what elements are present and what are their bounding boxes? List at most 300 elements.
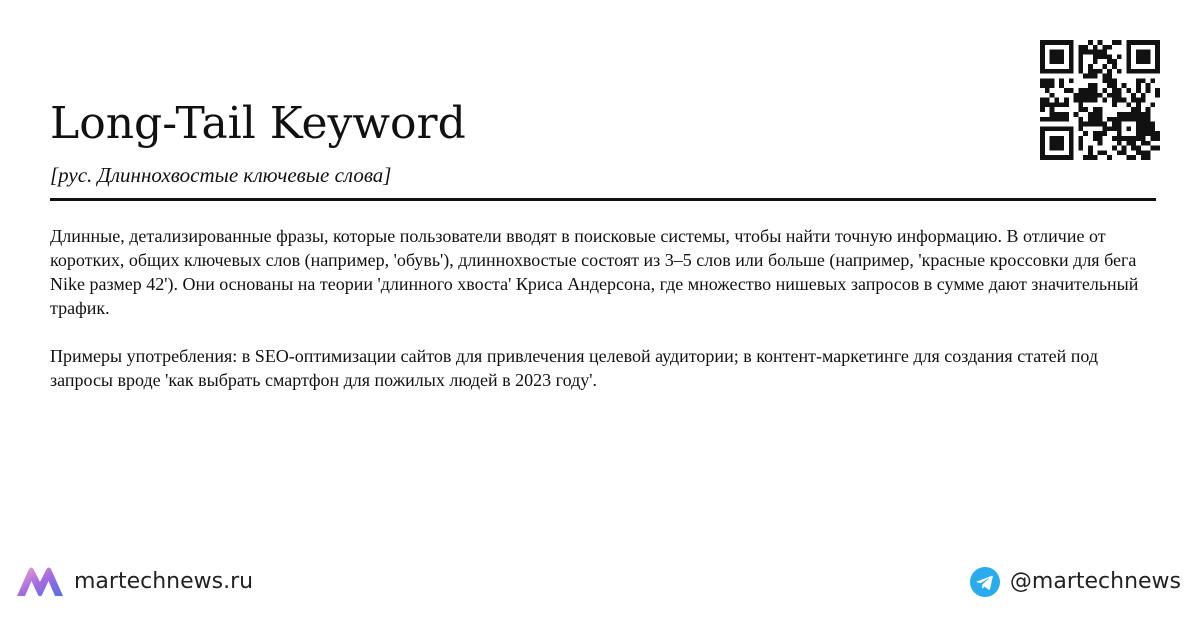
qr-module bbox=[1141, 155, 1146, 160]
qr-module bbox=[1078, 117, 1083, 122]
qr-module bbox=[1059, 112, 1064, 117]
qr-module bbox=[1074, 93, 1079, 98]
qr-module bbox=[1136, 150, 1141, 155]
qr-module bbox=[1050, 93, 1055, 98]
qr-module bbox=[1093, 112, 1098, 117]
qr-module bbox=[1093, 155, 1098, 160]
qr-module bbox=[1126, 155, 1131, 160]
qr-module bbox=[1150, 69, 1155, 74]
qr-module bbox=[1054, 136, 1059, 141]
qr-module bbox=[1083, 131, 1088, 136]
qr-module bbox=[1045, 83, 1050, 88]
qr-module bbox=[1122, 112, 1127, 117]
qr-module bbox=[1093, 74, 1098, 79]
qr-module bbox=[1112, 117, 1117, 122]
qr-module bbox=[1131, 93, 1136, 98]
qr-module bbox=[1131, 136, 1136, 141]
qr-module bbox=[1078, 45, 1083, 50]
qr-module bbox=[1069, 126, 1074, 131]
qr-module bbox=[1117, 54, 1122, 59]
qr-module bbox=[1069, 78, 1074, 83]
qr-module bbox=[1083, 50, 1088, 55]
qr-module bbox=[1126, 112, 1131, 117]
qr-module bbox=[1064, 40, 1069, 45]
term-body bbox=[50, 224, 1156, 416]
qr-module bbox=[1098, 107, 1103, 112]
qr-module bbox=[1146, 122, 1151, 127]
qr-module bbox=[1040, 141, 1045, 146]
qr-module bbox=[1064, 88, 1069, 93]
qr-module bbox=[1078, 64, 1083, 69]
qr-module bbox=[1155, 45, 1160, 50]
qr-module bbox=[1102, 98, 1107, 103]
qr-module bbox=[1093, 122, 1098, 127]
qr-module bbox=[1059, 117, 1064, 122]
qr-module bbox=[1069, 69, 1074, 74]
qr-module bbox=[1078, 98, 1083, 103]
qr-module bbox=[1088, 112, 1093, 117]
qr-module bbox=[1093, 88, 1098, 93]
qr-module bbox=[1078, 102, 1083, 107]
qr-module bbox=[1131, 69, 1136, 74]
qr-module bbox=[1102, 88, 1107, 93]
qr-module bbox=[1141, 131, 1146, 136]
qr-module bbox=[1040, 50, 1045, 55]
qr-module bbox=[1136, 126, 1141, 131]
qr-module bbox=[1098, 150, 1103, 155]
qr-code-icon[interactable] bbox=[1040, 40, 1160, 160]
qr-module bbox=[1083, 107, 1088, 112]
qr-module bbox=[1083, 93, 1088, 98]
qr-module bbox=[1107, 69, 1112, 74]
qr-module bbox=[1054, 117, 1059, 122]
qr-module bbox=[1083, 122, 1088, 127]
qr-module bbox=[1136, 88, 1141, 93]
qr-module bbox=[1141, 150, 1146, 155]
qr-module bbox=[1146, 150, 1151, 155]
qr-module bbox=[1146, 107, 1151, 112]
qr-module bbox=[1136, 112, 1141, 117]
qr-module bbox=[1059, 126, 1064, 131]
qr-module bbox=[1069, 141, 1074, 146]
qr-module bbox=[1112, 136, 1117, 141]
qr-module bbox=[1126, 64, 1131, 69]
qr-module bbox=[1146, 69, 1151, 74]
qr-module bbox=[1136, 136, 1141, 141]
qr-module bbox=[1040, 59, 1045, 64]
qr-module bbox=[1093, 69, 1098, 74]
qr-module bbox=[1064, 117, 1069, 122]
qr-module bbox=[1117, 150, 1122, 155]
qr-module bbox=[1069, 54, 1074, 59]
qr-module bbox=[1078, 88, 1083, 93]
qr-module bbox=[1088, 146, 1093, 151]
qr-module bbox=[1083, 74, 1088, 79]
qr-module bbox=[1078, 93, 1083, 98]
qr-module bbox=[1069, 150, 1074, 155]
qr-module bbox=[1117, 131, 1122, 136]
qr-module bbox=[1093, 136, 1098, 141]
qr-module bbox=[1117, 126, 1122, 131]
qr-module bbox=[1126, 40, 1131, 45]
qr-module bbox=[1098, 50, 1103, 55]
qr-module bbox=[1074, 98, 1079, 103]
qr-module bbox=[1136, 59, 1141, 64]
qr-module bbox=[1150, 122, 1155, 127]
qr-module bbox=[1040, 146, 1045, 151]
qr-module bbox=[1059, 155, 1064, 160]
qr-module bbox=[1107, 83, 1112, 88]
qr-module bbox=[1045, 98, 1050, 103]
qr-module bbox=[1117, 112, 1122, 117]
qr-module bbox=[1141, 78, 1146, 83]
qr-module bbox=[1054, 146, 1059, 151]
qr-module bbox=[1098, 69, 1103, 74]
qr-module bbox=[1155, 59, 1160, 64]
qr-module bbox=[1093, 107, 1098, 112]
term-title: Long-Tail Keyword bbox=[50, 98, 466, 149]
qr-module bbox=[1050, 102, 1055, 107]
qr-module bbox=[1059, 136, 1064, 141]
qr-module bbox=[1050, 155, 1055, 160]
qr-module bbox=[1146, 54, 1151, 59]
qr-module bbox=[1117, 98, 1122, 103]
qr-module bbox=[1102, 64, 1107, 69]
qr-module bbox=[1150, 146, 1155, 151]
qr-module bbox=[1059, 69, 1064, 74]
qr-module bbox=[1059, 141, 1064, 146]
qr-module bbox=[1088, 88, 1093, 93]
qr-module bbox=[1098, 112, 1103, 117]
qr-module bbox=[1102, 54, 1107, 59]
site-branding[interactable] bbox=[15, 564, 253, 600]
qr-module bbox=[1098, 54, 1103, 59]
qr-module bbox=[1050, 112, 1055, 117]
qr-module bbox=[1040, 136, 1045, 141]
qr-module bbox=[1059, 78, 1064, 83]
qr-module bbox=[1040, 69, 1045, 74]
qr-module bbox=[1150, 126, 1155, 131]
qr-module bbox=[1117, 122, 1122, 127]
qr-module bbox=[1146, 131, 1151, 136]
qr-module bbox=[1136, 54, 1141, 59]
qr-module bbox=[1054, 155, 1059, 160]
qr-module bbox=[1069, 64, 1074, 69]
qr-module bbox=[1136, 107, 1141, 112]
qr-module bbox=[1050, 69, 1055, 74]
qr-module bbox=[1059, 54, 1064, 59]
qr-module bbox=[1064, 155, 1069, 160]
qr-module bbox=[1102, 78, 1107, 83]
qr-module bbox=[1069, 45, 1074, 50]
qr-module bbox=[1141, 112, 1146, 117]
qr-module bbox=[1040, 98, 1045, 103]
qr-module bbox=[1069, 88, 1074, 93]
qr-module bbox=[1141, 69, 1146, 74]
qr-module bbox=[1069, 136, 1074, 141]
qr-module bbox=[1040, 155, 1045, 160]
qr-module bbox=[1136, 50, 1141, 55]
qr-module bbox=[1054, 69, 1059, 74]
qr-module bbox=[1131, 146, 1136, 151]
qr-module bbox=[1131, 40, 1136, 45]
qr-module bbox=[1093, 131, 1098, 136]
qr-module bbox=[1107, 93, 1112, 98]
qr-module bbox=[1040, 117, 1045, 122]
qr-module bbox=[1050, 126, 1055, 131]
qr-module bbox=[1088, 69, 1093, 74]
qr-module bbox=[1141, 117, 1146, 122]
qr-module bbox=[1107, 45, 1112, 50]
qr-module bbox=[1155, 136, 1160, 141]
qr-module bbox=[1146, 88, 1151, 93]
qr-module bbox=[1141, 122, 1146, 127]
qr-module bbox=[1040, 40, 1045, 45]
qr-module bbox=[1088, 93, 1093, 98]
qr-module bbox=[1045, 40, 1050, 45]
qr-module bbox=[1059, 40, 1064, 45]
qr-module bbox=[1098, 117, 1103, 122]
qr-module bbox=[1131, 155, 1136, 160]
definition-text: Длинные, детализированные фразы, которые пользователи вводят в поисковые системы, чтобы найти точную информацию. В отличие от коротких, общих ключевых слов (например, 'обувь'), длиннохвостые состоят из 3–5 слов или больше (например, 'красные кроссовки для бега Nike размер 42'). Они основаны на теории 'длинного хвоста' Криса Андерсона, где множество нишевых запросов в сумме дают значительный трафик. bbox=[50, 226, 1139, 318]
qr-module bbox=[1054, 102, 1059, 107]
term-translation: [рус. Длиннохвостые ключевые слова] bbox=[50, 163, 392, 187]
qr-module bbox=[1136, 131, 1141, 136]
qr-module bbox=[1141, 136, 1146, 141]
qr-module bbox=[1117, 88, 1122, 93]
qr-module bbox=[1146, 141, 1151, 146]
qr-module bbox=[1112, 64, 1117, 69]
qr-module bbox=[1045, 78, 1050, 83]
qr-module bbox=[1126, 136, 1131, 141]
qr-module bbox=[1136, 83, 1141, 88]
qr-module bbox=[1078, 50, 1083, 55]
qr-module bbox=[1146, 40, 1151, 45]
qr-module bbox=[1064, 102, 1069, 107]
qr-module bbox=[1040, 107, 1045, 112]
qr-module bbox=[1069, 59, 1074, 64]
qr-module bbox=[1141, 126, 1146, 131]
qr-module bbox=[1088, 117, 1093, 122]
qr-module bbox=[1155, 88, 1160, 93]
qr-module bbox=[1045, 88, 1050, 93]
qr-module bbox=[1136, 40, 1141, 45]
qr-module bbox=[1146, 155, 1151, 160]
qr-module bbox=[1093, 117, 1098, 122]
qr-module bbox=[1150, 40, 1155, 45]
qr-module bbox=[1136, 98, 1141, 103]
qr-module bbox=[1083, 88, 1088, 93]
qr-module bbox=[1146, 126, 1151, 131]
qr-module bbox=[1155, 64, 1160, 69]
qr-module bbox=[1098, 136, 1103, 141]
qr-module bbox=[1107, 155, 1112, 160]
qr-module bbox=[1078, 146, 1083, 151]
qr-module bbox=[1040, 83, 1045, 88]
qr-module bbox=[1112, 59, 1117, 64]
qr-module bbox=[1150, 131, 1155, 136]
qr-module bbox=[1155, 69, 1160, 74]
qr-module bbox=[1054, 126, 1059, 131]
qr-module bbox=[1059, 102, 1064, 107]
qr-module bbox=[1102, 45, 1107, 50]
qr-module bbox=[1083, 45, 1088, 50]
qr-module bbox=[1069, 40, 1074, 45]
qr-module bbox=[1078, 136, 1083, 141]
qr-module bbox=[1155, 40, 1160, 45]
qr-module bbox=[1078, 122, 1083, 127]
qr-module bbox=[1141, 50, 1146, 55]
qr-module bbox=[1126, 50, 1131, 55]
qr-module bbox=[1141, 141, 1146, 146]
qr-module bbox=[1050, 50, 1055, 55]
qr-module bbox=[1122, 83, 1127, 88]
qr-module bbox=[1131, 107, 1136, 112]
qr-module bbox=[1059, 50, 1064, 55]
qr-module bbox=[1078, 107, 1083, 112]
qr-module bbox=[1054, 98, 1059, 103]
qr-module bbox=[1078, 141, 1083, 146]
qr-module bbox=[1040, 131, 1045, 136]
qr-module bbox=[1054, 40, 1059, 45]
qr-module bbox=[1054, 112, 1059, 117]
qr-module bbox=[1059, 146, 1064, 151]
qr-module bbox=[1117, 117, 1122, 122]
qr-module bbox=[1112, 98, 1117, 103]
qr-module bbox=[1069, 146, 1074, 151]
qr-module bbox=[1126, 54, 1131, 59]
qr-module bbox=[1040, 45, 1045, 50]
qr-module bbox=[1064, 69, 1069, 74]
qr-module bbox=[1126, 88, 1131, 93]
qr-module bbox=[1112, 126, 1117, 131]
telegram-icon bbox=[970, 567, 1000, 597]
qr-module bbox=[1098, 93, 1103, 98]
qr-module bbox=[1059, 59, 1064, 64]
qr-module bbox=[1045, 117, 1050, 122]
qr-module bbox=[1088, 150, 1093, 155]
qr-module bbox=[1155, 131, 1160, 136]
qr-module bbox=[1112, 122, 1117, 127]
qr-module bbox=[1064, 98, 1069, 103]
qr-module bbox=[1050, 78, 1055, 83]
qr-module bbox=[1102, 150, 1107, 155]
qr-module bbox=[1155, 50, 1160, 55]
telegram-handle-text: @martechnews bbox=[1009, 569, 1181, 594]
qr-module bbox=[1093, 54, 1098, 59]
qr-module bbox=[1064, 112, 1069, 117]
qr-module bbox=[1054, 141, 1059, 146]
qr-module bbox=[1088, 50, 1093, 55]
qr-module bbox=[1059, 83, 1064, 88]
telegram-handle[interactable] bbox=[970, 564, 1181, 600]
qr-module bbox=[1050, 117, 1055, 122]
qr-module bbox=[1155, 146, 1160, 151]
qr-module bbox=[1150, 78, 1155, 83]
qr-module bbox=[1131, 117, 1136, 122]
qr-module bbox=[1040, 78, 1045, 83]
qr-module bbox=[1088, 98, 1093, 103]
qr-module bbox=[1131, 141, 1136, 146]
qr-module bbox=[1112, 88, 1117, 93]
qr-module bbox=[1050, 59, 1055, 64]
title-divider bbox=[50, 198, 1156, 201]
qr-module bbox=[1126, 59, 1131, 64]
qr-module bbox=[1093, 45, 1098, 50]
qr-module bbox=[1074, 112, 1079, 117]
qr-module bbox=[1078, 59, 1083, 64]
qr-module bbox=[1146, 117, 1151, 122]
qr-module bbox=[1069, 131, 1074, 136]
qr-module bbox=[1069, 155, 1074, 160]
qr-module bbox=[1093, 59, 1098, 64]
qr-module bbox=[1102, 122, 1107, 127]
qr-module bbox=[1088, 155, 1093, 160]
qr-module bbox=[1054, 59, 1059, 64]
qr-module bbox=[1088, 40, 1093, 45]
qr-module bbox=[1126, 69, 1131, 74]
site-name: martechnews.ru bbox=[74, 569, 254, 594]
qr-module bbox=[1098, 122, 1103, 127]
qr-module bbox=[1126, 126, 1131, 131]
qr-module bbox=[1146, 59, 1151, 64]
qr-module bbox=[1045, 69, 1050, 74]
qr-module bbox=[1117, 141, 1122, 146]
qr-module bbox=[1122, 136, 1127, 141]
qr-module bbox=[1107, 74, 1112, 79]
qr-module bbox=[1122, 150, 1127, 155]
qr-module bbox=[1050, 136, 1055, 141]
qr-module bbox=[1054, 54, 1059, 59]
qr-module bbox=[1141, 59, 1146, 64]
qr-module bbox=[1050, 54, 1055, 59]
qr-module bbox=[1126, 141, 1131, 146]
qr-module bbox=[1102, 50, 1107, 55]
qr-module bbox=[1078, 54, 1083, 59]
qr-module bbox=[1112, 78, 1117, 83]
qr-module bbox=[1045, 155, 1050, 160]
qr-module bbox=[1102, 126, 1107, 131]
qr-module bbox=[1117, 69, 1122, 74]
qr-module bbox=[1112, 102, 1117, 107]
qr-module bbox=[1107, 126, 1112, 131]
qr-module bbox=[1045, 126, 1050, 131]
qr-module bbox=[1098, 131, 1103, 136]
examples-text: Примеры употребления: в SEO-оптимизации сайтов для привлечения целевой аудитории; в контент-маркетинге для создания статей под запросы вроде 'как выбрать смартфон для пожилых людей в 2023 году'. bbox=[50, 346, 1099, 390]
qr-module bbox=[1050, 107, 1055, 112]
qr-module bbox=[1088, 74, 1093, 79]
qr-module bbox=[1136, 146, 1141, 151]
qr-module bbox=[1102, 131, 1107, 136]
qr-module bbox=[1093, 83, 1098, 88]
qr-module bbox=[1050, 141, 1055, 146]
qr-module bbox=[1112, 93, 1117, 98]
qr-module bbox=[1054, 50, 1059, 55]
qr-module bbox=[1078, 69, 1083, 74]
qr-module bbox=[1093, 98, 1098, 103]
qr-module bbox=[1040, 54, 1045, 59]
qr-module bbox=[1126, 45, 1131, 50]
qr-module bbox=[1146, 112, 1151, 117]
qr-module bbox=[1155, 93, 1160, 98]
qr-module bbox=[1136, 102, 1141, 107]
qr-module bbox=[1112, 40, 1117, 45]
qr-module bbox=[1107, 59, 1112, 64]
qr-module bbox=[1131, 112, 1136, 117]
qr-module bbox=[1112, 83, 1117, 88]
qr-module bbox=[1040, 150, 1045, 155]
qr-module bbox=[1141, 54, 1146, 59]
